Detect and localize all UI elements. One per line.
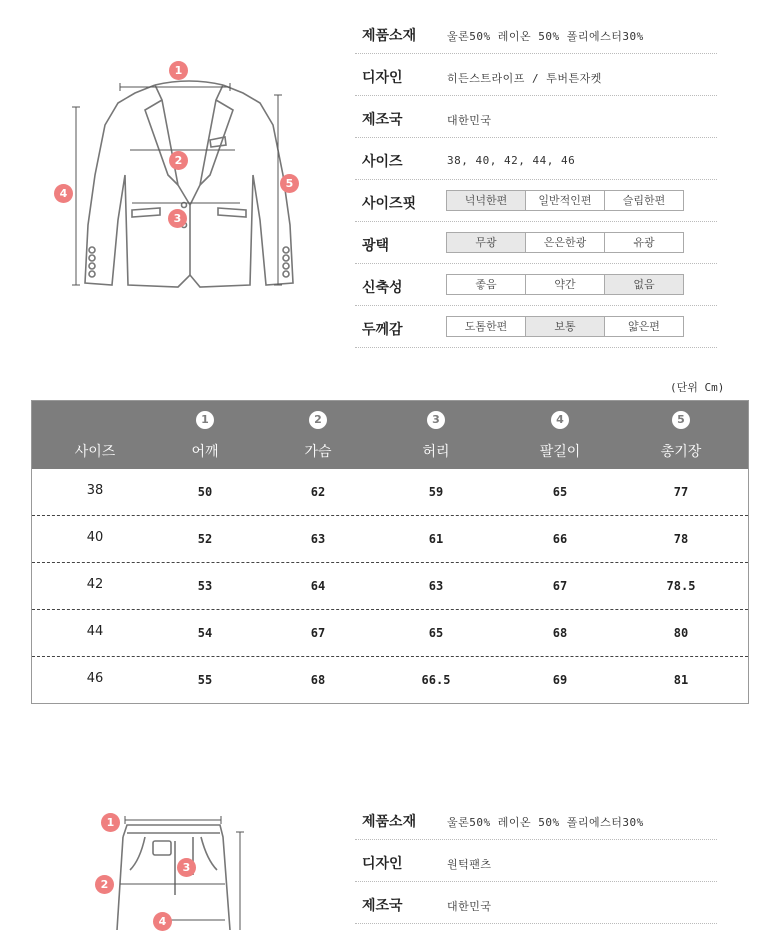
spec-label: 사이즈	[362, 154, 403, 170]
measurement-cell: 66	[552, 532, 568, 546]
badge-shoulder: 1	[169, 61, 188, 80]
measurement-cell: 63	[428, 579, 444, 593]
measurement-cell: 61	[428, 532, 444, 546]
column-header	[35, 401, 155, 469]
column-number-badge: 4	[551, 411, 569, 429]
spec-label: 제조국	[362, 112, 403, 128]
size-table	[31, 400, 749, 704]
unit-label: (단위 Cm)	[670, 381, 725, 394]
size-cell: 44	[86, 624, 104, 639]
badge-length: 5	[280, 174, 299, 193]
measurement-cell: 53	[197, 579, 213, 593]
spec-label: 디자인	[362, 856, 403, 872]
size-cell: 38	[86, 483, 104, 498]
measurement-cell: 55	[197, 673, 213, 687]
option-group	[446, 190, 683, 211]
spec-row	[355, 222, 717, 264]
option-box: 보통	[525, 316, 605, 337]
measurement-cell: 50	[197, 485, 213, 499]
spec-value: 울론50% 레이온 50% 폴리에스터30%	[447, 30, 644, 43]
table-row	[32, 609, 748, 656]
spec-value: 대한민국	[447, 114, 492, 127]
measurement-cell: 52	[197, 532, 213, 546]
column-number-badge: 1	[196, 411, 214, 429]
option-box: 유광	[604, 232, 684, 253]
spec-value: 원턱팬츠	[447, 858, 492, 871]
measurement-cell: 67	[310, 626, 326, 640]
spec-row	[355, 96, 717, 138]
spec-row	[355, 840, 717, 882]
size-cell: 42	[86, 577, 104, 592]
measurement-cell: 62	[310, 485, 326, 499]
badge-thigh: 4	[153, 912, 172, 931]
option-box: 일반적인편	[525, 190, 605, 211]
column-number-badge: 2	[309, 411, 327, 429]
measurement-cell: 63	[310, 532, 326, 546]
measurement-cell: 81	[673, 673, 689, 687]
spec-row	[355, 306, 717, 348]
spec-label: 제품소재	[362, 28, 417, 44]
column-header-label: 허리	[422, 444, 450, 460]
column-header	[258, 401, 378, 469]
option-box: 넉넉한편	[446, 190, 526, 211]
column-header-label: 가슴	[304, 444, 332, 460]
option-box: 슬림한편	[604, 190, 684, 211]
badge-waist: 3	[168, 209, 187, 228]
measurement-cell: 54	[197, 626, 213, 640]
size-table-header	[32, 401, 748, 469]
option-group	[446, 232, 683, 253]
option-box: 좋음	[446, 274, 526, 295]
spec-value: 울론50% 레이온 50% 폴리에스터30%	[447, 816, 644, 829]
column-header-label: 팔길이	[539, 444, 581, 460]
column-header	[145, 401, 265, 469]
column-header-label: 총기장	[660, 444, 702, 460]
option-box: 얇은편	[604, 316, 684, 337]
column-number-badge: 3	[427, 411, 445, 429]
spec-label: 제조국	[362, 898, 403, 914]
column-header	[500, 401, 620, 469]
badge-chest: 2	[169, 151, 188, 170]
spec-row	[355, 180, 717, 222]
badge-rise: 3	[177, 858, 196, 877]
measurement-cell: 80	[673, 626, 689, 640]
table-row	[32, 515, 748, 562]
option-box: 없음	[604, 274, 684, 295]
badge-hip: 2	[95, 875, 114, 894]
option-group	[446, 316, 683, 337]
spec-label: 두께감	[362, 322, 403, 338]
spec-label: 광택	[362, 238, 390, 254]
size-cell: 40	[86, 530, 104, 545]
measurement-cell: 67	[552, 579, 568, 593]
measurement-cell: 78.5	[666, 579, 696, 593]
table-row	[32, 562, 748, 609]
table-row	[32, 469, 748, 515]
size-cell: 46	[86, 671, 104, 686]
spec-value: 38, 40, 42, 44, 46	[447, 154, 576, 167]
measurement-cell: 59	[428, 485, 444, 499]
column-header-label: 어깨	[191, 444, 219, 460]
measurement-cell: 64	[310, 579, 326, 593]
spec-row	[355, 54, 717, 96]
spec-label: 디자인	[362, 70, 403, 86]
table-row	[32, 656, 748, 703]
spec-value: 히든스트라이프 / 투버튼자켓	[447, 72, 602, 85]
column-header	[621, 401, 741, 469]
jacket-spec-table	[355, 12, 717, 348]
spec-label: 사이즈핏	[362, 196, 417, 212]
measurement-cell: 65	[428, 626, 444, 640]
option-box: 은은한광	[525, 232, 605, 253]
measurement-cell: 65	[552, 485, 568, 499]
measurement-cell: 78	[673, 532, 689, 546]
measurement-cell: 68	[310, 673, 326, 687]
badge-sleeve: 4	[54, 184, 73, 203]
option-box: 약간	[525, 274, 605, 295]
column-header-label: 사이즈	[74, 444, 116, 460]
spec-value: 대한민국	[447, 900, 492, 913]
measurement-cell: 66.5	[421, 673, 451, 687]
badge-waist-pants: 1	[101, 813, 120, 832]
measurement-cell: 77	[673, 485, 689, 499]
column-header	[376, 401, 496, 469]
option-box: 무광	[446, 232, 526, 253]
option-group	[446, 274, 683, 295]
measurement-cell: 68	[552, 626, 568, 640]
spec-row	[355, 12, 717, 54]
spec-row	[355, 138, 717, 180]
pants-spec-table	[355, 798, 717, 924]
measurement-cell: 69	[552, 673, 568, 687]
spec-row	[355, 264, 717, 306]
spec-label: 신축성	[362, 280, 403, 296]
spec-row	[355, 882, 717, 924]
option-box: 도톰한편	[446, 316, 526, 337]
column-number-badge: 5	[672, 411, 690, 429]
spec-row	[355, 798, 717, 840]
spec-label: 제품소재	[362, 814, 417, 830]
jacket-diagram	[50, 55, 310, 295]
